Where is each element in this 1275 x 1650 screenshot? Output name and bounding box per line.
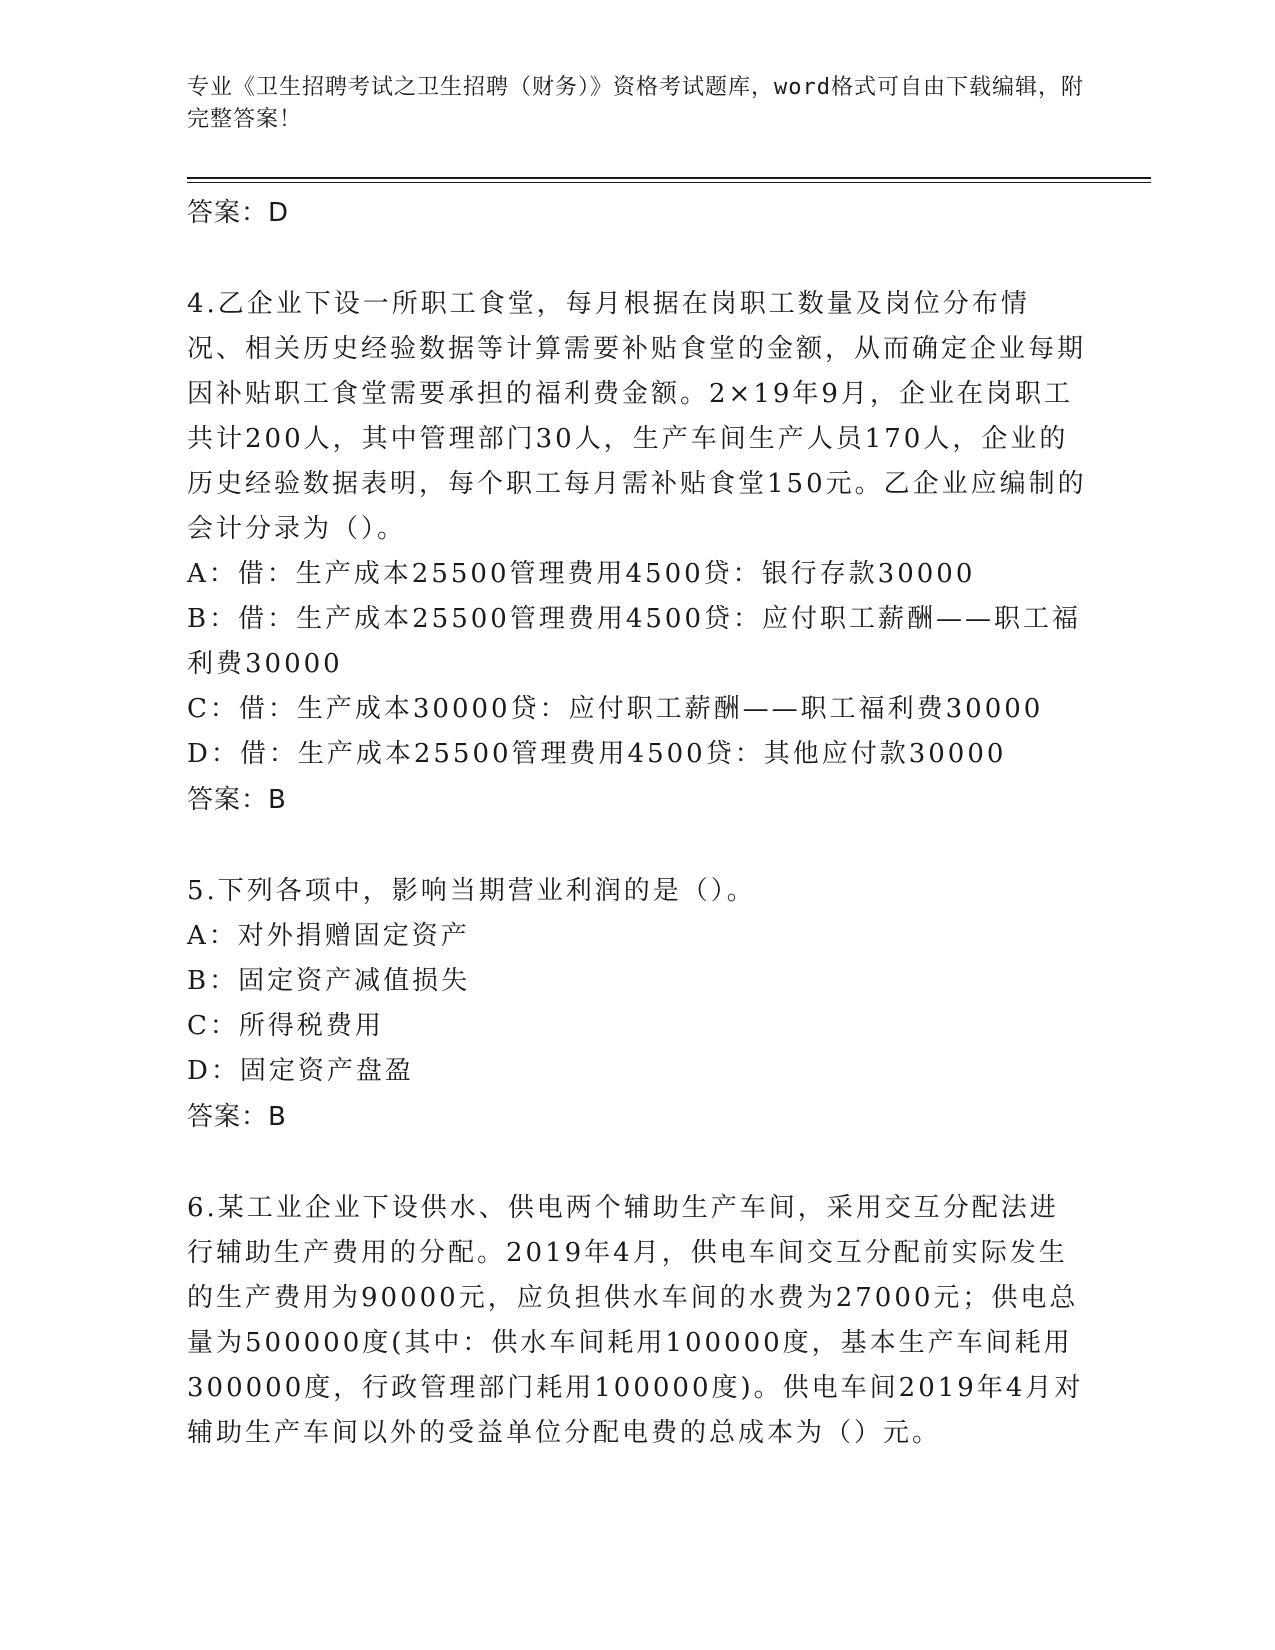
- option-a: A：对外捐赠固定资产: [187, 921, 470, 951]
- option-c: C：借：生产成本30000贷：应付职工薪酬——职工福利费30000: [187, 694, 1044, 724]
- header-divider-thin: [187, 182, 1151, 183]
- answer-q4: 答案：B: [187, 785, 287, 815]
- option-b: B：借：生产成本25500管理费用4500贷：应付职工薪酬——职工福利费30000: [187, 604, 1081, 679]
- question-stem: 4.乙企业下设一所职工食堂，每月根据在岗职工数量及岗位分布情况、相关历史经验数据等计算需要补贴食堂的金额，从而确定企业每期因补贴职工食堂需要承担的福利费金额。2×19年9月，企业在岗职工共计200人，其中管理部门30人，生产车间生产人员170人，企业的历史经验数据表明，每个职工每月需补贴食堂150元。乙企业应编制的会计分录为（）。: [187, 289, 1087, 544]
- option-b: B：固定资产减值损失: [187, 966, 471, 996]
- option-c: C：所得税费用: [187, 1011, 384, 1041]
- document-body: [187, 186, 1087, 1456]
- answer-q5: 答案：B: [187, 1102, 287, 1132]
- question-6: [187, 1186, 1087, 1456]
- question-stem: 6.某工业企业下设供水、供电两个辅助生产车间，采用交互分配法进行辅助生产费用的分配。2019年4月，供电车间交互分配前实际发生的生产费用为90000元，应负担供水车间的水费为27000元；供电总量为500000度(其中：供水车间耗用100000度，基本生产车间耗用300000度，行政管理部门耗用100000度)。供电车间2019年4月对辅助生产车间以外的受益单位分配电费的总成本为（）元。: [187, 1193, 1084, 1448]
- option-a: A：借：生产成本25500管理费用4500贷：银行存款30000: [187, 559, 976, 589]
- option-d: D：固定资产盘盈: [187, 1056, 414, 1086]
- option-d: D：借：生产成本25500管理费用4500贷：其他应付款30000: [187, 739, 1007, 769]
- header-divider-thick: [187, 177, 1151, 179]
- page-header: 专业《卫生招聘考试之卫生招聘（财务）》资格考试题库，word格式可自由下载编辑，附完整答案！: [187, 75, 1084, 132]
- question-4: [187, 282, 1087, 823]
- question-stem: 5.下列各项中，影响当期营业利润的是（）。: [187, 876, 756, 906]
- question-5: [187, 869, 1087, 1140]
- answer-q3: 答案：D: [187, 198, 290, 228]
